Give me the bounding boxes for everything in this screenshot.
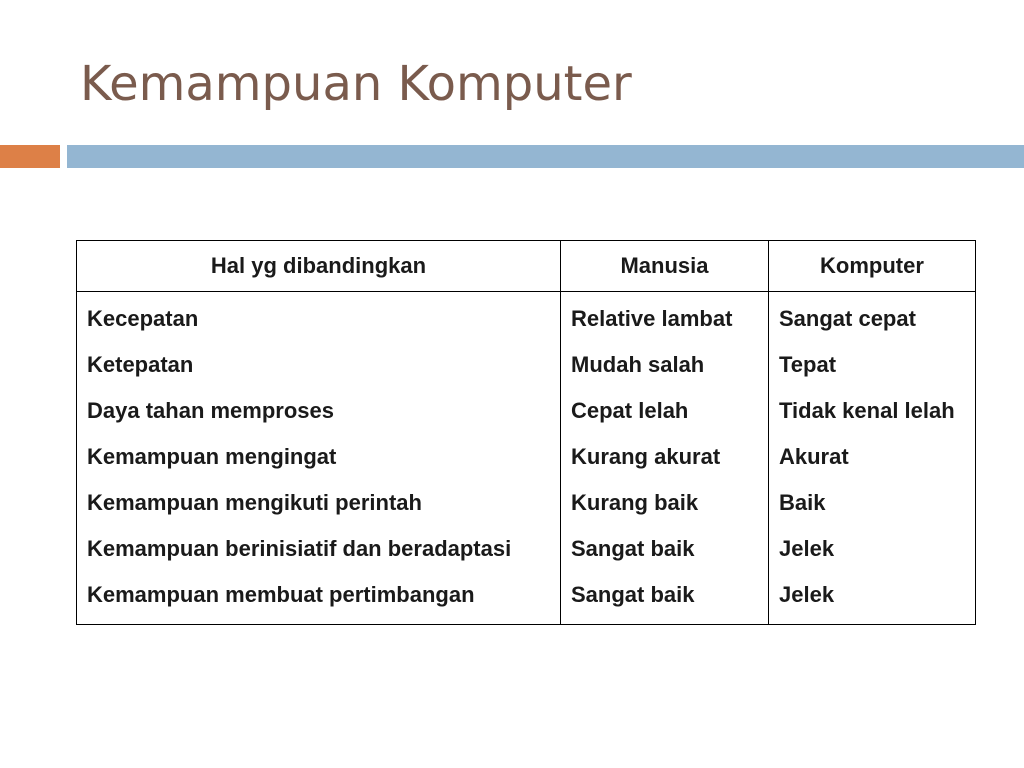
computer-cell: Baik: [769, 480, 976, 526]
table-row: [77, 388, 976, 434]
human-cell: Relative lambat: [561, 292, 769, 343]
aspect-cell: Ketepatan: [77, 342, 561, 388]
table-row: [77, 526, 976, 572]
aspect-cell: Kecepatan: [77, 292, 561, 343]
comparison-table: [76, 240, 976, 625]
human-cell: Kurang baik: [561, 480, 769, 526]
human-cell: Sangat baik: [561, 526, 769, 572]
table-row: [77, 342, 976, 388]
header-cell-human: Manusia: [561, 241, 769, 292]
aspect-cell: Kemampuan mengingat: [77, 434, 561, 480]
computer-cell: Jelek: [769, 572, 976, 625]
header-cell-aspect: Hal yg dibandingkan: [77, 241, 561, 292]
table-row: [77, 434, 976, 480]
human-cell: Cepat lelah: [561, 388, 769, 434]
aspect-cell: Daya tahan memproses: [77, 388, 561, 434]
human-cell: Sangat baik: [561, 572, 769, 625]
aspect-cell: Kemampuan mengikuti perintah: [77, 480, 561, 526]
computer-cell: Tidak kenal lelah: [769, 388, 976, 434]
table-row: [77, 480, 976, 526]
aspect-cell: Kemampuan membuat pertimbangan: [77, 572, 561, 625]
table-row: [77, 292, 976, 343]
human-cell: Kurang akurat: [561, 434, 769, 480]
computer-cell: Akurat: [769, 434, 976, 480]
accent-bar-blue: [67, 145, 1024, 168]
computer-cell: Tepat: [769, 342, 976, 388]
computer-cell: Jelek: [769, 526, 976, 572]
header-cell-computer: Komputer: [769, 241, 976, 292]
accent-bar-orange: [0, 145, 60, 168]
computer-cell: Sangat cepat: [769, 292, 976, 343]
table-header-row: [77, 241, 976, 292]
slide-title: Kemampuan Komputer: [80, 56, 632, 112]
aspect-cell: Kemampuan berinisiatif dan beradaptasi: [77, 526, 561, 572]
human-cell: Mudah salah: [561, 342, 769, 388]
table-row: [77, 572, 976, 625]
